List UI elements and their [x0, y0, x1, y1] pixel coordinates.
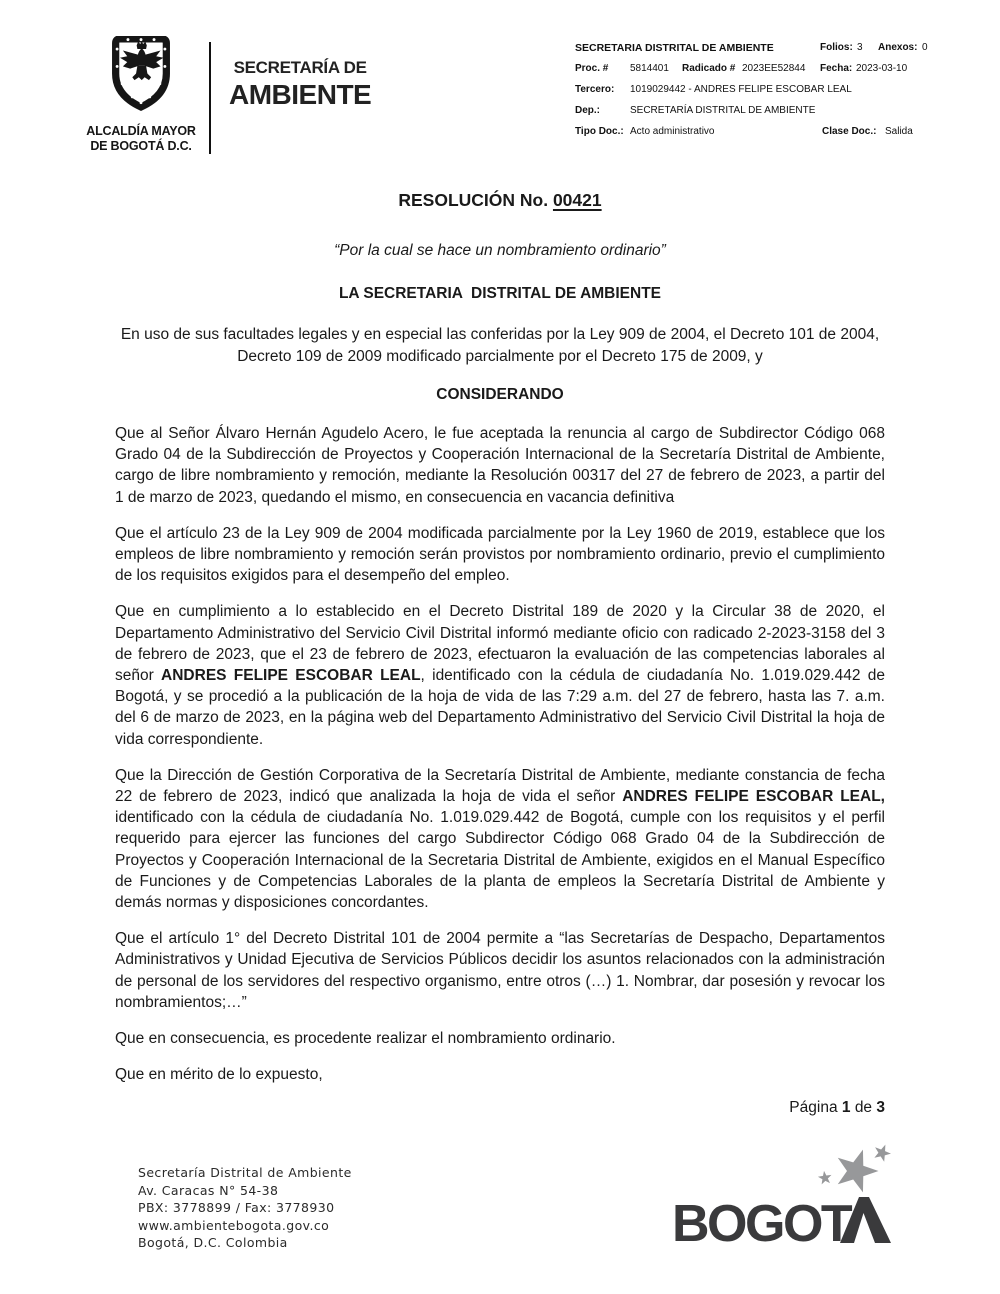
footer-contact-line: Av. Caracas N° 54-38: [138, 1182, 279, 1198]
meta-tercero-value: 1019029442 - ANDRES FELIPE ESCOBAR LEAL: [630, 84, 852, 95]
meta-clase-label: Clase Doc.:: [822, 126, 877, 137]
meta-row-tipo: [575, 126, 965, 147]
meta-proc-value: 5814401: [630, 63, 669, 74]
footer-contact-line: www.ambientebogota.gov.co: [138, 1217, 330, 1233]
body-paragraphs: [115, 423, 885, 1085]
meta-entity: SECRETARIA DISTRITAL DE AMBIENTE: [575, 42, 774, 54]
page-number: [789, 1099, 885, 1117]
meta-radicado-value: 2023EE52844: [742, 63, 806, 74]
meta-clase-value: Salida: [885, 126, 913, 137]
secretaria-wordmark-line1: SECRETARÍA DE: [233, 58, 367, 77]
body-paragraph: Que en consecuencia, es procedente realizar el nombramiento ordinario.: [115, 1030, 616, 1048]
alcaldia-crest-block: [85, 36, 197, 154]
meta-folios-label: Folios:: [820, 42, 853, 53]
body-paragraph: Que el artículo 1° del Decreto Distrital 101 de 2004 permite a “las Secretarías de Despacho, Departamentos Administrativos y Unidad Ejecutiva de Servicios Públicos decidir los asuntos relacionados con la administración de personal de los servidores del respectivo organismo, entre otros (…) 1. Nombrar, dar posesión y revocar los nombramientos;…”: [115, 930, 885, 1011]
meta-dep-label: Dep.:: [575, 105, 600, 116]
footer-contact-line: Bogotá, D.C. Colombia: [138, 1235, 288, 1250]
meta-anexos-value: 0: [922, 42, 928, 53]
meta-tercero-label: Tercero:: [575, 84, 615, 95]
alcaldia-caption-line2: DE BOGOTÁ D.C.: [90, 139, 192, 153]
issuer-line: LA SECRETARIA DISTRITAL DE AMBIENTE: [338, 285, 662, 302]
page-number-current: 1: [841, 1099, 851, 1116]
meta-radicado-label: Radicado #: [682, 63, 736, 74]
brand-divider: [209, 42, 211, 154]
header-brand: [85, 36, 371, 154]
resolution-number: 00421: [552, 190, 602, 210]
filing-metadata: [575, 42, 965, 147]
footer-contact: [138, 1164, 352, 1252]
meta-row-tercero: [575, 84, 965, 105]
meta-tipo-value: Acto administrativo: [630, 126, 715, 137]
meta-fecha-value: 2023-03-10: [856, 63, 908, 74]
meta-proc-label: Proc. #: [575, 63, 609, 74]
document-content: [115, 190, 885, 1100]
bogota-logo-wordmark: BOGOT: [672, 1195, 851, 1246]
body-paragraph: Que en cumplimiento a lo establecido en el Decreto Distrital 189 de 2020 y la Circular 38 de 2020, el Departamento Administrativo del Servicio Civil Distrital informó mediante oficio con radicado 2-2023-3158 del 3 de febrero de 2023, que el 23 de febrero de 2023, efectuaron la evaluación de las competencias laborales al señor ANDRES FELIPE ESCOBAR LEAL, identificado con la cédula de ciudadanía No. 1.019.029.442 de Bogotá, y se procedió a la publicación de la hoja de vida de las 7:29 a.m. del 27 de febrero, hasta las 7. a.m. del 6 de marzo de 2023, en la página web del Departamento Administrativo del Servicio Civil Distrital la hoja de vida correspondiente.: [115, 603, 885, 748]
meta-folios-value: 3: [857, 42, 863, 53]
body-paragraph: Que al Señor Álvaro Hernán Agudelo Acero, le fue aceptada la renuncia al cargo de Subdirector Código 068 Grado 04 de la Subdirección de Proyectos y Cooperación Internacional de la Secretaría Distrital de Ambiente, cargo de libre nombramiento y remoción, mediante la Resolución 00317 del 27 de febrero de 2023, a partir del 1 de marzo de 2023, quedando el mismo, en consecuencia en vacancia definitiva: [115, 425, 885, 506]
bogota-logo-star-small2: [817, 1170, 832, 1185]
alcaldia-caption-line1: ALCALDÍA MAYOR: [86, 124, 196, 138]
page-number-prefix: Página: [789, 1099, 838, 1116]
bogota-coat-of-arms-icon: [108, 36, 174, 120]
bogota-logo: [672, 1140, 896, 1246]
resolution-subtitle: “Por la cual se hace un nombramiento ordinario”: [334, 242, 666, 259]
meta-row-entity: [575, 42, 965, 63]
meta-anexos-label: Anexos:: [878, 42, 918, 53]
page-number-separator: de: [854, 1099, 873, 1116]
body-paragraph: Que la Dirección de Gestión Corporativa de la Secretaría Distrital de Ambiente, mediante constancia de fecha 22 de febrero de 2023, indicó que analizada la hoja de vida el señor ANDRES FELIPE ESCOBAR LEAL, identificado con la cédula de ciudadanía No. 1.019.029.442 de Bogotá, cumple con los requisitos y el perfil requerido para ejercer las funciones del cargo Subdirector Código 068 Grado 04 de la Subdirección de Proyectos y Cooperación Internacional de la Secretaria Distrital de Ambiente, exigidos en el Manual Específico de Funciones y de Competencias Laborales de la planta de empleos la Secretaría Distrital de Ambiente y demás normas y disposiciones concordantes.: [115, 766, 885, 912]
body-paragraph: Que el artículo 23 de la Ley 909 de 2004 modificada parcialmente por la Ley 1960 de 2019, establece que los empleos de libre nombramiento y remoción serán provistos por nombramiento ordinario, previo el cumplimiento de los requisitos exigidos para el desempeño del empleo.: [115, 524, 885, 585]
alcaldia-caption: [85, 124, 197, 154]
resolution-title-prefix: RESOLUCIÓN No.: [398, 190, 553, 210]
meta-dep-value: SECRETARÍA DISTRITAL DE AMBIENTE: [630, 105, 816, 116]
meta-row-proc: [575, 63, 965, 84]
preamble-paragraph: En uso de sus facultades legales y en especial las conferidas por la Ley 909 de 2004, el Decreto 101 de 2004, Decreto 109 de 2009 modificado parcialmente por el Decreto 175 de 2009, y: [120, 326, 880, 365]
footer-contact-line: Secretaría Distrital de Ambiente: [138, 1165, 352, 1180]
footer-contact-line: PBX: 3778899 / Fax: 3778930: [138, 1200, 335, 1215]
meta-fecha-label: Fecha:: [820, 63, 853, 74]
bogota-logo-star-small1: [871, 1141, 893, 1163]
meta-tipo-label: Tipo Doc.:: [575, 126, 624, 137]
bogota-logo-star-large: [830, 1143, 883, 1195]
body-paragraph: Que en mérito de lo expuesto,: [115, 1066, 323, 1084]
secretaria-wordmark-line2: AMBIENTE: [229, 79, 372, 110]
page-number-total: 3: [876, 1099, 885, 1116]
resolution-title: [115, 190, 885, 211]
secretaria-wordmark: [229, 36, 371, 154]
considerando-heading: CONSIDERANDO: [436, 386, 564, 403]
meta-row-dep: [575, 105, 965, 126]
